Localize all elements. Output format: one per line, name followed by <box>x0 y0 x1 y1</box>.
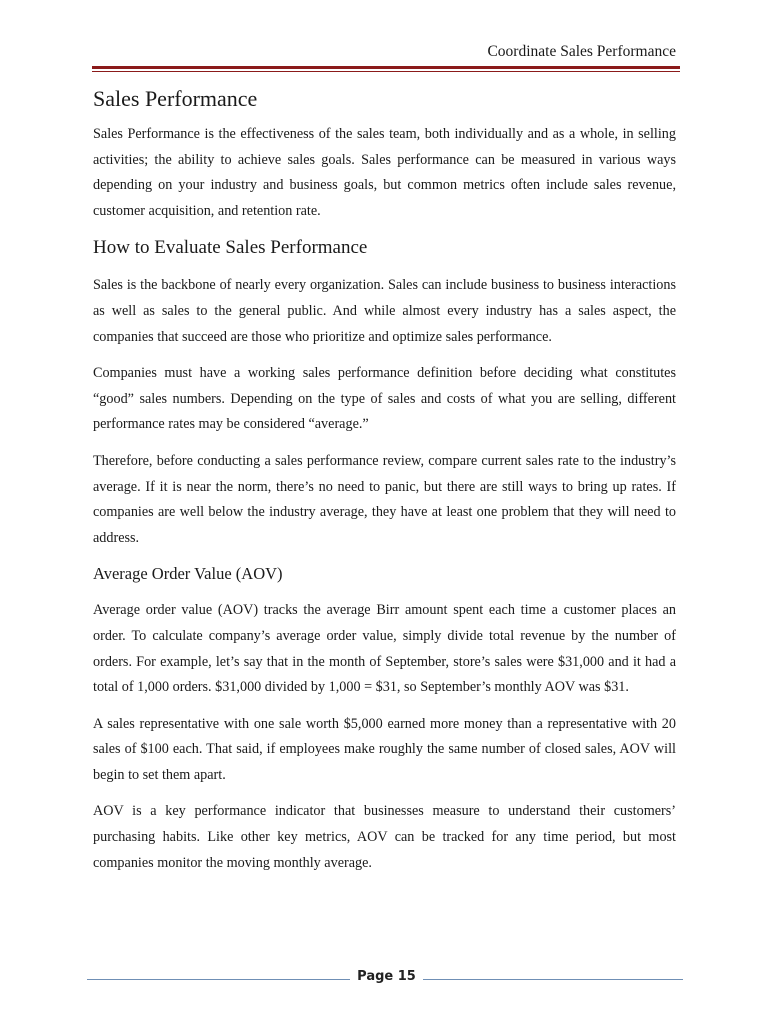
page-content <box>93 84 676 887</box>
intro-paragraph: Sales Performance is the effectiveness of the sales team, both individually and as a whole, in selling activities; the ability to achieve sales goals. Sales performance can be measured in various ways depending on your industry and business goals, but common metrics often include sales revenue, customer acquisition, and retention rate. <box>93 126 676 219</box>
page-number: Page 15 <box>357 969 416 984</box>
running-header: Coordinate Sales Performance <box>487 43 676 60</box>
aov-paragraph: Average order value (AOV) tracks the average Birr amount spent each time a customer places an order. To calculate company’s average order value, simply divide total revenue by the number of orders. For example, let’s say that in the month of September, store’s sales were $31,000 and it had a total of 1,000 orders. $31,000 divided by 1,000 = $31, so September’s monthly AOV was $31. <box>93 602 676 696</box>
evaluate-paragraph: Therefore, before conducting a sales performance review, compare current sales rate to the industry’s average. If it is near the norm, there’s no need to panic, but there are still ways to bring up rates. If companies are well below the industry average, they have at least one problem that they will need to address. <box>93 452 676 546</box>
evaluate-paragraph: Sales is the backbone of nearly every organization. Sales can include business to business interactions as well as sales to the general public. And while almost every industry has a sales aspect, the companies that succeed are those who prioritize and optimize sales performance. <box>93 277 676 345</box>
section-title: Sales Performance <box>93 86 258 111</box>
header-rule-thin <box>92 71 680 72</box>
footer-rule-left <box>87 979 350 980</box>
aov-paragraph: AOV is a key performance indicator that businesses measure to understand their customers’ purchasing habits. Like other key metrics, AOV can be tracked for any time period, but most companies monitor the moving monthly average. <box>93 803 676 871</box>
aov-paragraph: A sales representative with one sale worth $5,000 earned more money than a representative with 20 sales of $100 each. That said, if employees make roughly the same number of closed sales, AOV will begin to set them apart. <box>93 715 676 783</box>
header-rule-thick <box>92 66 680 69</box>
footer-rule-right <box>423 979 683 980</box>
aov-heading: Average Order Value (AOV) <box>93 564 283 584</box>
evaluate-heading: How to Evaluate Sales Performance <box>93 237 368 259</box>
evaluate-paragraph: Companies must have a working sales performance definition before deciding what constitutes “good” sales numbers. Depending on the type of sales and costs of what you are selling, different performance rates may be considered “average.” <box>93 365 676 433</box>
